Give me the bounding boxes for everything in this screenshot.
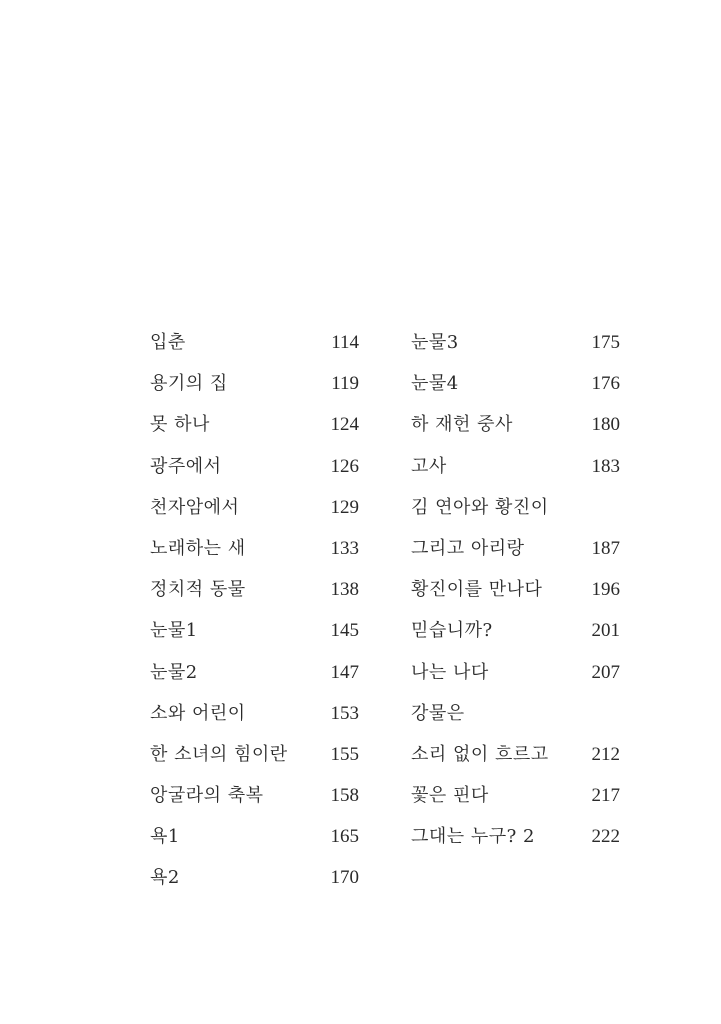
toc-entry[interactable] [411,783,620,824]
toc-entry-title: 광주에서 [150,455,222,477]
toc-entry-title: 눈물1 [150,620,198,642]
toc-entry[interactable] [411,536,620,577]
toc-entry-title: 김 연아와 황진이 [411,496,549,518]
toc-entry[interactable] [150,701,359,742]
toc-entry-page: 175 [591,332,620,353]
toc-entry-title: 못 하나 [150,414,210,436]
toc-column-right [411,330,620,907]
toc-entry-title: 그리고 아리랑 [411,537,525,559]
toc-entry-title: 황진이를 만나다 [411,579,543,601]
toc-entry-title: 눈물2 [150,661,198,683]
toc-entry-page: 165 [330,826,359,848]
toc-entry-page: 114 [331,332,359,353]
toc-entry-page: 170 [330,867,359,889]
toc-entry-page: 119 [331,373,359,395]
toc-entry[interactable] [150,865,359,906]
toc-entry-title: 욕2 [150,867,180,889]
toc-entry[interactable] [150,330,359,371]
toc-column-left [150,330,359,907]
toc-entry[interactable] [411,742,620,783]
toc-entry-title: 소리 없이 흐르고 [411,743,549,765]
toc-entry-title: 눈물3 [411,332,459,353]
toc-entry[interactable] [150,783,359,824]
toc-entry-title: 욕1 [150,826,180,848]
toc-entry[interactable] [411,454,620,495]
toc-entry-title: 믿습니까? [411,620,493,642]
toc-entry-page: 201 [591,620,620,642]
toc-entry-title: 눈물4 [411,373,459,395]
toc-entry[interactable] [411,495,620,536]
toc-entry-page: 183 [591,455,620,477]
toc-entry-title: 고사 [411,455,447,477]
toc-entry[interactable] [150,618,359,659]
toc-entry[interactable] [411,618,620,659]
toc-entry[interactable] [150,412,359,453]
toc-entry-title: 정치적 동물 [150,579,246,601]
toc-entry-title: 강물은 [411,702,465,724]
toc-entry[interactable] [150,742,359,783]
toc-entry-title: 앙굴라의 축복 [150,785,264,807]
toc-entry[interactable] [411,330,620,371]
toc-entry-title: 천자암에서 [150,496,240,518]
toc-entry-title: 꽃은 핀다 [411,785,489,807]
toc-entry-page: 207 [591,661,620,683]
toc-entry-page: 212 [591,743,620,765]
toc-entry[interactable] [411,412,620,453]
toc-entry-page: 180 [591,414,620,436]
toc-entry-title: 소와 어린이 [150,702,246,724]
toc-entry[interactable] [150,454,359,495]
toc-entry-page: 158 [330,785,359,807]
toc-entry-title: 입춘 [150,332,186,353]
toc-entry-title: 용기의 집 [150,373,228,395]
toc-entry-title: 그대는 누구? 2 [411,826,535,848]
toc-entry-page: 155 [330,743,359,765]
toc-entry-page: 133 [330,537,359,559]
toc-entry-page: 138 [330,579,359,601]
toc-entry-page: 124 [330,414,359,436]
toc-entry-title: 노래하는 새 [150,537,246,559]
toc-entry[interactable] [411,371,620,412]
toc-entry-page: 217 [591,785,620,807]
toc-entry[interactable] [411,701,620,742]
toc-entry[interactable] [150,536,359,577]
toc-entry-page: 176 [591,373,620,395]
toc-entry-title: 한 소녀의 힘이란 [150,743,288,765]
toc-entry[interactable] [150,660,359,701]
toc-entry[interactable] [411,660,620,701]
toc-entry[interactable] [150,371,359,412]
toc-entry-page: 145 [330,620,359,642]
toc-entry-title: 나는 나다 [411,661,489,683]
toc-entry[interactable] [150,824,359,865]
toc-entry-page: 147 [330,661,359,683]
toc-entry-page: 196 [591,579,620,601]
toc-entry[interactable] [150,495,359,536]
toc-entry[interactable] [411,577,620,618]
toc-entry-page: 222 [591,826,620,848]
toc-entry-page: 129 [330,496,359,518]
toc-entry[interactable] [411,824,620,865]
toc-entry-page: 187 [591,537,620,559]
toc-entry-title: 하 재헌 중사 [411,414,513,436]
toc-entry[interactable] [150,577,359,618]
toc-entry-page: 153 [330,702,359,724]
table-of-contents [150,330,620,907]
toc-entry-page: 126 [330,455,359,477]
